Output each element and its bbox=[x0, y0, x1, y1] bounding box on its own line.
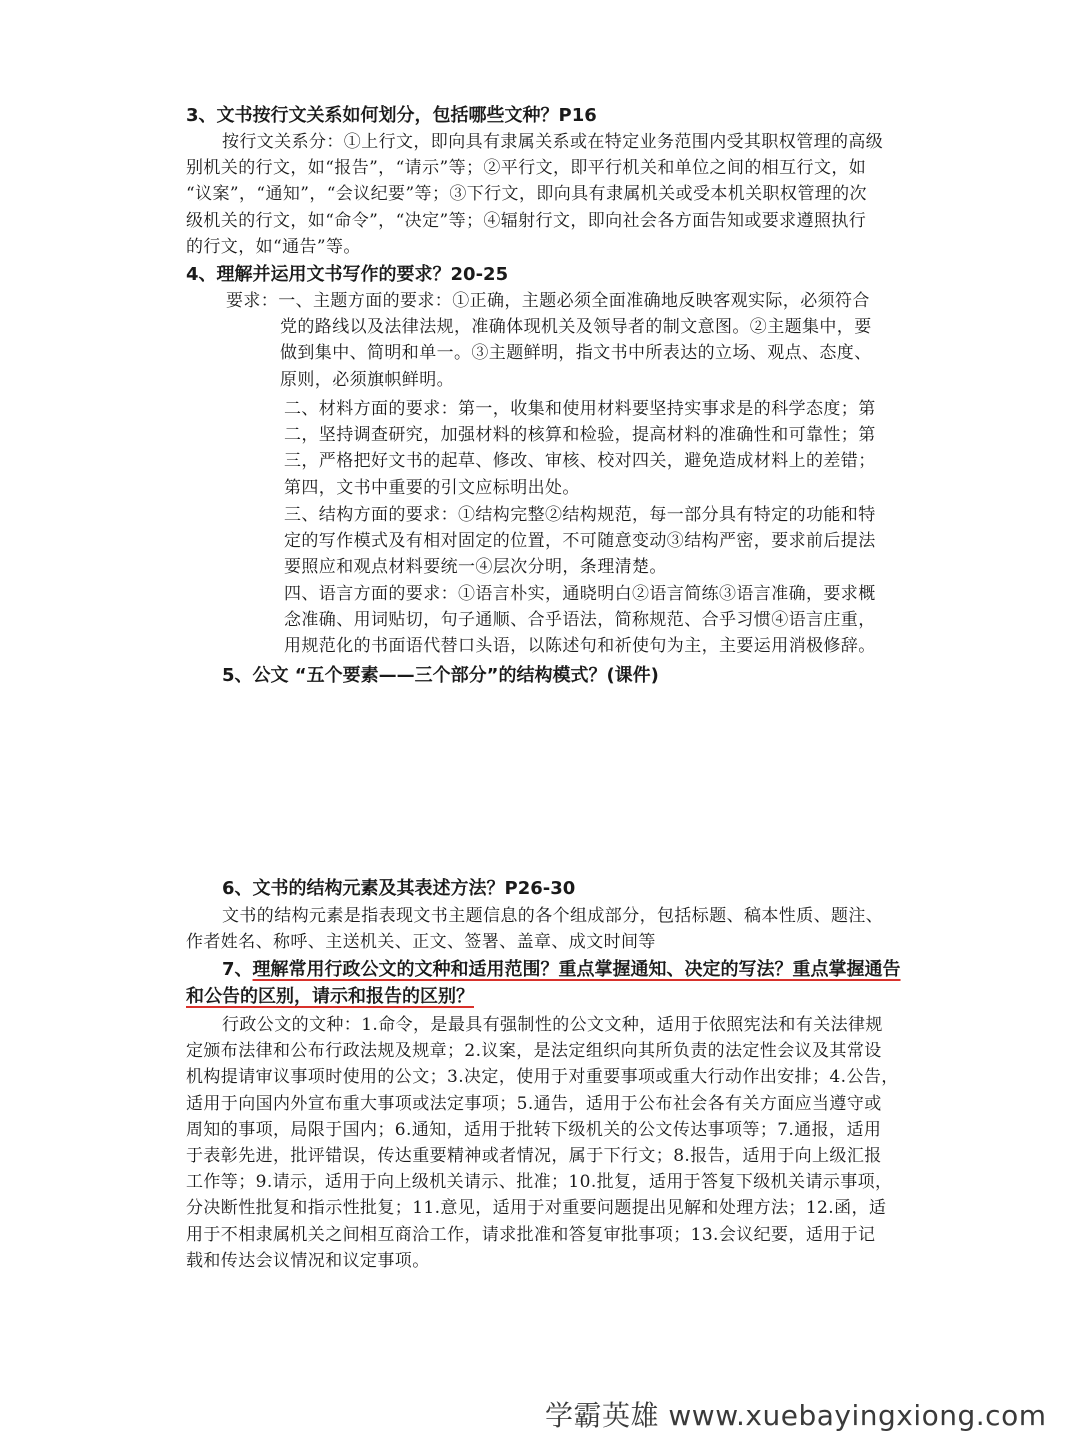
site-watermark: 学霸英雄 www.xuebayingxiong.com bbox=[545, 1399, 1047, 1432]
q7-line: 于表彰先进，批评错误，传达重要精神或者情况，属于下行文；8.报告，适用于向上级汇报 bbox=[186, 1146, 882, 1167]
q4-line: 要求：一、主题方面的要求：①正确，主题必须全面准确地反映客观实际，必须符合 bbox=[226, 291, 870, 311]
q7-heading bbox=[222, 958, 901, 982]
q4-line: 念准确、用词贴切，句子通顺、合乎语法，简称规范、合乎习惯④语言庄重， bbox=[284, 610, 876, 631]
q7-line: 工作等；9.请示，适用于向上级机关请示、批准；10.批复，适用于答复下级机关请示事项， bbox=[186, 1172, 893, 1193]
q7-heading-text-underlined: 和公告的区别，请示和报告的区别？ bbox=[186, 986, 474, 1007]
q7-line: 定颁布法律和公布行政法规及规章；2.议案，是法定组织向其所负责的法定性会议及其常设 bbox=[186, 1041, 882, 1062]
q7-heading-text-underlined: 理解常用行政公文的文种和适用范围？重点掌握通知、决定的写法？重点掌握通告 bbox=[252, 959, 901, 980]
q3-heading: 3、文书按行文关系如何划分，包括哪些文种？P16 bbox=[186, 105, 597, 126]
q4-line: 定的写作模式及有相对固定的位置，不可随意变动③结构严密，要求前后提法 bbox=[284, 531, 876, 552]
q4-line: 第四，文书中重要的引文应标明出处。 bbox=[284, 477, 580, 498]
q3-line: 的行文，如“通告”等。 bbox=[186, 236, 361, 257]
q4-requirement-4 bbox=[284, 581, 876, 660]
q7-line: 周知的事项，局限于国内；6.通知，适用于批转下级机关的公文传达事项等；7.通报，适用 bbox=[186, 1119, 882, 1140]
q7-line: 分决断性批复和指示性批复；11.意见，适用于对重要问题提出见解和处理方法；12.函，适 bbox=[186, 1198, 887, 1219]
q4-line: 四、语言方面的要求：①语言朴实，通晓明白②语言简练③语言准确，要求概 bbox=[284, 584, 876, 604]
q4-line: 用规范化的书面语代替口头语，以陈述句和祈使句为主，主要运用消极修辞。 bbox=[284, 636, 876, 657]
q7-line: 机构提请审议事项时使用的公文；3.决定，使用于对重要事项或重大行动作出安排；4.公告， bbox=[186, 1067, 899, 1088]
q4-line: 二、材料方面的要求：第一，收集和使用材料要坚持实事求是的科学态度；第 bbox=[284, 399, 876, 419]
q4-requirement-3 bbox=[284, 502, 876, 581]
q4-line: 做到集中、简明和单一。③主题鲜明，指文书中所表达的立场、观点、态度、 bbox=[280, 343, 872, 364]
q3-line: 按行文关系分：①上行文，即向具有隶属关系或在特定业务范围内受其职权管理的高级 bbox=[222, 132, 884, 152]
q3-body bbox=[186, 129, 883, 260]
q7-line: 用于不相隶属机关之间相互商洽工作，请求批准和答复审批事项；13.会议纪要，适用于记 bbox=[186, 1224, 876, 1245]
q4-line: 三，严格把好文书的起草、修改、审核、校对四关，避免造成材料上的差错； bbox=[284, 451, 876, 472]
q6-line: 作者姓名、称呼、主送机关、正文、签署、盖章、成文时间等 bbox=[186, 932, 656, 953]
q3-line: “议案”，“通知”，“会议纪要”等；③下行文，即向具有隶属机关或受本机关职权管理的次 bbox=[186, 184, 867, 205]
q7-line: 适用于向国内外宣布重大事项或法定事项；5.通告，适用于公布社会各有关方面应当遵守或 bbox=[186, 1093, 882, 1114]
q7-body bbox=[186, 1012, 899, 1274]
q7-line: 载和传达会议情况和议定事项。 bbox=[186, 1250, 430, 1271]
q6-line: 文书的结构元素是指表现文书主题信息的各个组成部分，包括标题、稿本性质、题注、 bbox=[222, 906, 884, 926]
q4-heading: 4、理解并运用文书写作的要求？20-25 bbox=[186, 264, 509, 285]
q4-line: 二，坚持调查研究，加强材料的核算和检验，提高材料的准确性和可靠性；第 bbox=[284, 425, 876, 446]
q5-heading: 5、公文 “五个要素——三个部分”的结构模式？(课件) bbox=[222, 665, 659, 686]
q4-line: 要照应和观点材料要统一④层次分明，条理清楚。 bbox=[284, 557, 667, 578]
q3-line: 级机关的行文，如“命令”，“决定”等；④辐射行文，即向社会各方面告知或要求遵照执行 bbox=[186, 210, 867, 231]
q7-heading-prefix: 7、 bbox=[222, 959, 253, 980]
q7-line: 行政公文的文种：1.命令，是最具有强制性的公文文种，适用于依照宪法和有关法律规 bbox=[222, 1015, 883, 1035]
q7-heading-continued bbox=[186, 985, 474, 1009]
q6-body bbox=[186, 903, 883, 955]
q4-requirement-1 bbox=[226, 288, 872, 393]
q6-heading: 6、文书的结构元素及其表述方法？P26-30 bbox=[222, 878, 576, 899]
q4-requirement-2 bbox=[284, 396, 876, 501]
q3-line: 别机关的行文，如“报告”，“请示”等；②平行文，即平行机关和单位之间的相互行文，如 bbox=[186, 158, 867, 179]
q4-line: 党的路线以及法律法规，准确体现机关及领导者的制文意图。②主题集中，要 bbox=[280, 317, 872, 338]
q4-line: 原则，必须旗帜鲜明。 bbox=[280, 369, 454, 390]
q4-line: 三、结构方面的要求：①结构完整②结构规范，每一部分具有特定的功能和特 bbox=[284, 505, 876, 525]
